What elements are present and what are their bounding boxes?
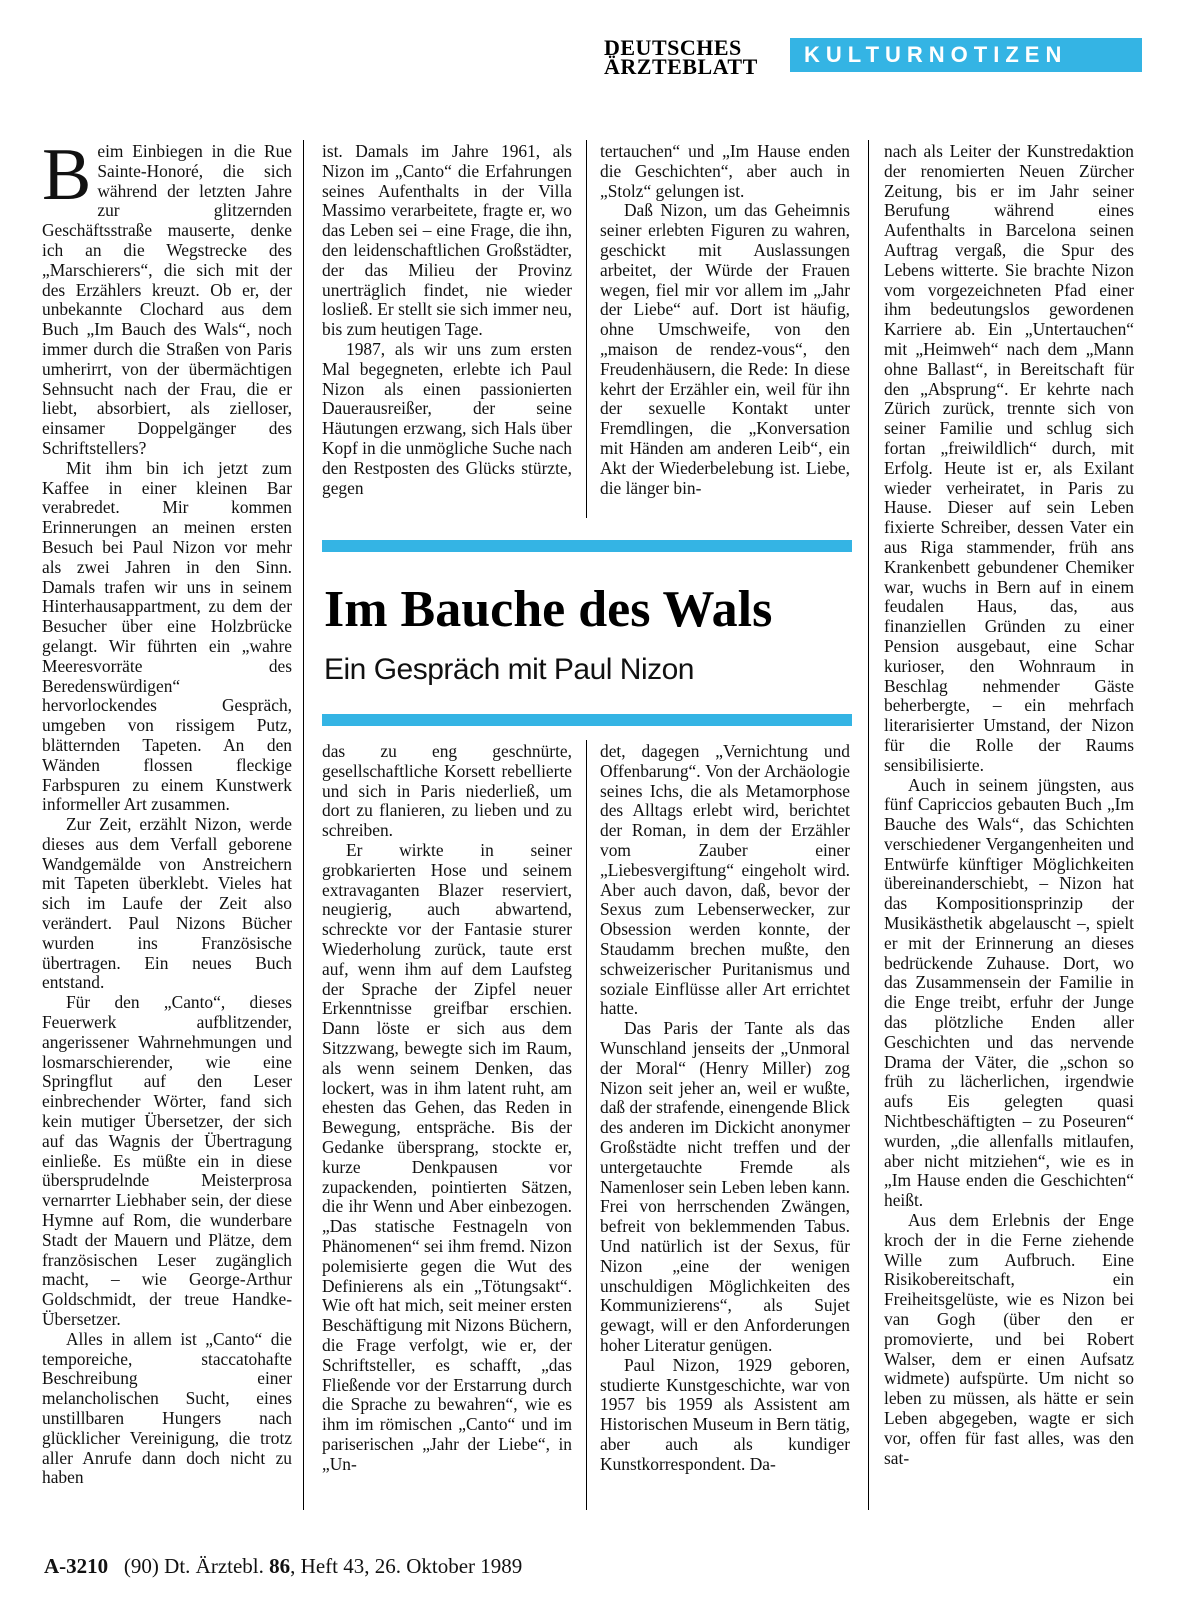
column-rule [586, 140, 587, 518]
paragraph: Aus dem Erlebnis der Enge kroch der in die Ferne ziehende Wille zum Aufbruch. Eine Risikobereitschaft, ein Freiheitsgelüste, wie es Nizon bei van Gogh (über den er promovierte, und bei Robert Walser, dem er einen Aufsatz widmete) aufspürte. Um nicht so leben zu müssen, als hätte er sein Leben abgegeben, wagte er sich vor, offen für fast alles, was den sat- [884, 1210, 1134, 1468]
issue-date: , Heft 43, 26. Oktober 1989 [290, 1554, 523, 1578]
volume-number: 86 [269, 1554, 291, 1578]
paragraph: Zur Zeit, erzählt Nizon, werde dieses aus dem Verfall geborene Wandgemälde von Anstreichern mit Tapeten überklebt. Vieles hat sich im Laufe der Zeit also verändert. Paul Nizons Bücher wurden ins Französische übertragen. Ein neues Buch entstand. [42, 814, 292, 993]
paragraph: Er wirkte in seiner grobkarierten Hose und seinem extravaganten Blazer reserviert, neugierig, auch abwartend, schreckte vor der Fantasie sturer Wiederholung zurück, taute erst auf, wenn ihm auf dem Laufsteg der Sprache der Zipfel neuer Erkenntnisse greifbar erschien. Dann löste er sich aus dem Sitzzwang, bewegte sich im Raum, als wenn seinem Denken, das lockert, was in ihm latent ruht, am ehesten das Gehen, das Reden in Bewegung, entspräche. Bis der Gedanke übersprang, stockte er, kurze Denkpausen vor zupackenden, pointierten Sätzen, die ihr Wenn und Aber einbezogen. „Das statische Festnageln von Phänomenen“ sei ihm fremd. Nizon polemisierte gegen die Wut des Definierens als ein „Tötungsakt“. Wie oft hat mich, seit meiner ersten Beschäftigung mit Nizons Büchern, die Frage verfolgt, wie er, der Schriftsteller, es schafft, „das Fließende vor der Erstarrung durch die Sprache zu bewahren“, wie es ihm im römischen „Canto“ und im pariserischen „Jahr der Liebe“, in „Un- [322, 839, 572, 1474]
paragraph: Mit ihm bin ich jetzt zum Kaffee in einer kleinen Bar verabredet. Mir kommen Erinnerungen an meinen ersten Besuch bei Paul Nizon vor mehr als zwei Jahren in den Sinn. Damals trafen wir uns in seinem Hinterhausappartment, zu dem der Besucher über eine Holzbrücke gelangt. Wir führten ein „wahre Meeresvorräte des Beredenswürdigen“ hervorlockendes Gespräch, umgeben von rissigem Putz, blätternden Tapeten. An den Wänden flossen fleckige Farbspuren zu einem Kunstwerk informeller Art zusammen. [42, 457, 292, 815]
logo-line-1: DEUTSCHES [604, 35, 742, 60]
headline-bar-bottom [322, 714, 852, 726]
paragraph: das zu eng geschnürte, gesellschaftliche Korsett rebellierte und sich in Paris niederließ, um dort zu flanieren, zu lieben und zu schreiben. [322, 741, 572, 841]
column-rule [303, 140, 304, 1510]
column-rule [868, 140, 869, 1510]
logo-line-2: ÄRZTEBLATT [604, 54, 758, 79]
paragraph: Alles in allem ist „Canto“ die temporeiche, staccatohafte Beschreibung einer melancholischen Sucht, eines unstillbaren Hungers nach glücklicher Vereinigung, die trotz aller Anrufe dann doch nicht zu haben [42, 1328, 292, 1488]
journal-logo [604, 35, 774, 79]
paragraph: Paul Nizon, 1929 geboren, studierte Kunstgeschichte, war von 1957 bis 1959 als Assistent am Historischen Museum in Bern tätig, aber auch als kundiger Kunstkorrespondent. Da- [600, 1354, 850, 1474]
paragraph: eim Einbiegen in die Rue Sainte-Honoré, die sich während der letzten Jahre zur glitzernden Geschäftsstraße mauserte, denke ich an die Wegstrecke des „Marschierers“, die sich mit der des Erzählers kreuzt. Ob er, der unbekannte Clochard aus dem Buch „Im Bauch des Wals“, noch immer durch die Straßen von Paris umherirrt, von der übermächtigen Sehnsucht nach der Frau, die er liebt, absorbiert, als zielloser, einsamer Doppelgänger des Schriftstellers? [42, 141, 292, 458]
section-label: KULTURNOTIZEN [790, 38, 1142, 72]
article-column-4 [884, 142, 1134, 1468]
paragraph: Für den „Canto“, dieses Feuerwerk aufblitzender, angerissener Wahrnehmungen und losmarschierender, wie eine Springflut auf den Leser einbrechender Wörter, fand sich kein mutiger Übersetzer, der sich auf das Wagnis der Übertragung einließe. Es müßte ein in diese übersprudelnde Meisterprosa vernarrter Liebhaber sein, der diese Hymne auf Rom, die wunderbare Stadt der Mauern und Plätze, dem französischen Leser zugänglich macht, – wie George-Arthur Goldschmidt, der treue Handke-Übersetzer. [42, 992, 292, 1330]
paragraph: nach als Leiter der Kunstredaktion der renomierten Neuen Zürcher Zeitung, bis er im Jahr seiner Berufung während eines Aufenthalts in Barcelona seinen Auftrag vergaß, die Spur des Lebens witterte. Sie brachte Nizon vom vorgezeichneten Pfad einer ihm bedeutungslos gewordenen Karriere ab. Ein „Untertauchen“ mit „Heimweh“ nach dem „Mann ohne Ballast“, in Bereitschaft für den „Absprung“. Er kehrte nach Zürich zurück, trennte sich von seiner Familie und schlug sich fortan „freiwildlich“ durch, mit Erfolg. Heute ist er, als Exilant wieder verheiratet, in Paris zu Hause. Dieser auf sein Leben fixierte Schreiber, dessen Vater ein aus Riga stammender, früh ans Krankenbett gebundener Chemiker war, wuchs in Bern auf in einem feudalen Haus, das, aus finanziellen Gründen zu einer Pension ausgebaut, eine Schar kurioser, den Wohnraum in Beschlag nehmender Gäste beherbergte, – ein mehrfach literarisierter Umstand, der Nizon für die Rolle der Raums sensibilisierte. [884, 141, 1134, 775]
article-column-1 [42, 134, 292, 1488]
headline-bar-top [322, 540, 852, 552]
article-column-3-top [600, 142, 850, 498]
paragraph: ist. Damals im Jahre 1961, als Nizon im „Canto“ die Erfahrungen seines Aufenthalts in der Villa Massimo verarbeitete, fragte er, wo das Leben sei – eine Frage, die ihn, den leidenschaftlichen Großstädter, der das Milieu der Provinz unerträglich findet, nie wieder losließ. Er stellt sie sich immer neu, bis zum heutigen Tage. [322, 141, 572, 340]
paragraph: Auch in seinem jüngsten, aus fünf Capriccios gebauten Buch „Im Bauche des Wals“, das Schichten verschiedener Vergangenheiten und Entwürfe künftiger Möglichkeiten übereinanderschiebt, – Nizon hat das Kompositionsprinzip der Musikästhetik abgelauscht –, spielt er mit der Erinnerung an dieses bedrückende Zuhause. Dort, wo das Zusammensein der Familie in die Enge treibt, erfuhr der Junge das plötzliche Enden aller Geschichten und das nervende Drama der Väter, die „schon so früh zu lächerlichen, irgendwie aufs Eis gelegten quasi Nichtbeschäftigten – zu Poseuren“ wurden, „die allenfalls mitlaufen, aber nicht mitziehen“, wie es in „Im Hause enden die Geschichten“ heißt. [884, 774, 1134, 1211]
page-number: (90) [123, 1554, 159, 1578]
page-footer [44, 1554, 744, 1579]
paragraph: Daß Nizon, um das Geheimnis seiner erlebten Figuren zu wahren, geschickt mit Auslassungen arbeitet, der Würde der Frauen wegen, fiel mir vor allem im „Jahr der Liebe“ auf. Dort ist häufig, ohne Umschweife, von den „maison de rendez-vous“, den Freudenhäusern, die Rede: In diese kehrt der Erzähler ein, weil für ihn der sexuelle Kontakt unter Fremdlingen, die „Konversation mit Händen am anderen Leib“, ein Akt der Wiederbelebung ist. Liebe, die länger bin- [600, 200, 850, 498]
page-code: A-3210 [44, 1554, 109, 1578]
paragraph: tertauchen“ und „Im Hause enden die Geschichten“, aber auch in „Stolz“ gelungen ist. [600, 141, 850, 201]
article-column-2-bottom [322, 742, 572, 1474]
paragraph: 1987, als wir uns zum ersten Mal begegneten, erlebte ich Paul Nizon als einen passionierten Dauerausreißer, der seine Häutungen erzwang, sich Hals über Kopf in die unmögliche Suche nach den Restposten des Glücks stürzte, gegen [322, 338, 572, 498]
paragraph: Das Paris der Tante als das Wunschland jenseits der „Unmoral der Moral“ (Henry Miller) zog Nizon seit jeher an, weil er wußte, daß der strafende, einengende Blick des anderen im Dickicht anonymer Großstädte nicht treffen und der untergetauchte Fremde als Namenloser sein Leben leben kann. Frei von herrschenden Zwängen, befreit von beklemmenden Tabus. Und natürlich ist der Sexus, für Nizon „eine der wenigen unschuldigen Möglichkeiten des Kommunizierens“, als Sujet gewagt, will er den Anforderungen hoher Literatur genügen. [600, 1018, 850, 1355]
article-column-3-bottom [600, 742, 850, 1474]
journal-abbrev: Dt. Ärztebl. [164, 1554, 264, 1578]
article-title: Im Bauche des Wals [324, 581, 773, 638]
column-rule [586, 740, 587, 1510]
paragraph: det, dagegen „Vernichtung und Offenbarung“. Von der Archäologie seines Ichs, die als Metamorphose des Alltags erlebt wird, berichtet der Roman, in dem der Erzähler vom Zauber einer „Liebesvergiftung“ eingeholt wird. Aber auch davon, daß, bevor der Sexus zum Lebenserwecker, zur Obsession werden konnte, der Staudamm brechen mußte, den schweizerischer Puritanismus und soziale Einflüsse aller Art errichtet hatte. [600, 741, 850, 1019]
article-column-2-top [322, 142, 572, 498]
drop-cap: B [42, 134, 92, 216]
article-subtitle: Ein Gespräch mit Paul Nizon [324, 653, 694, 686]
